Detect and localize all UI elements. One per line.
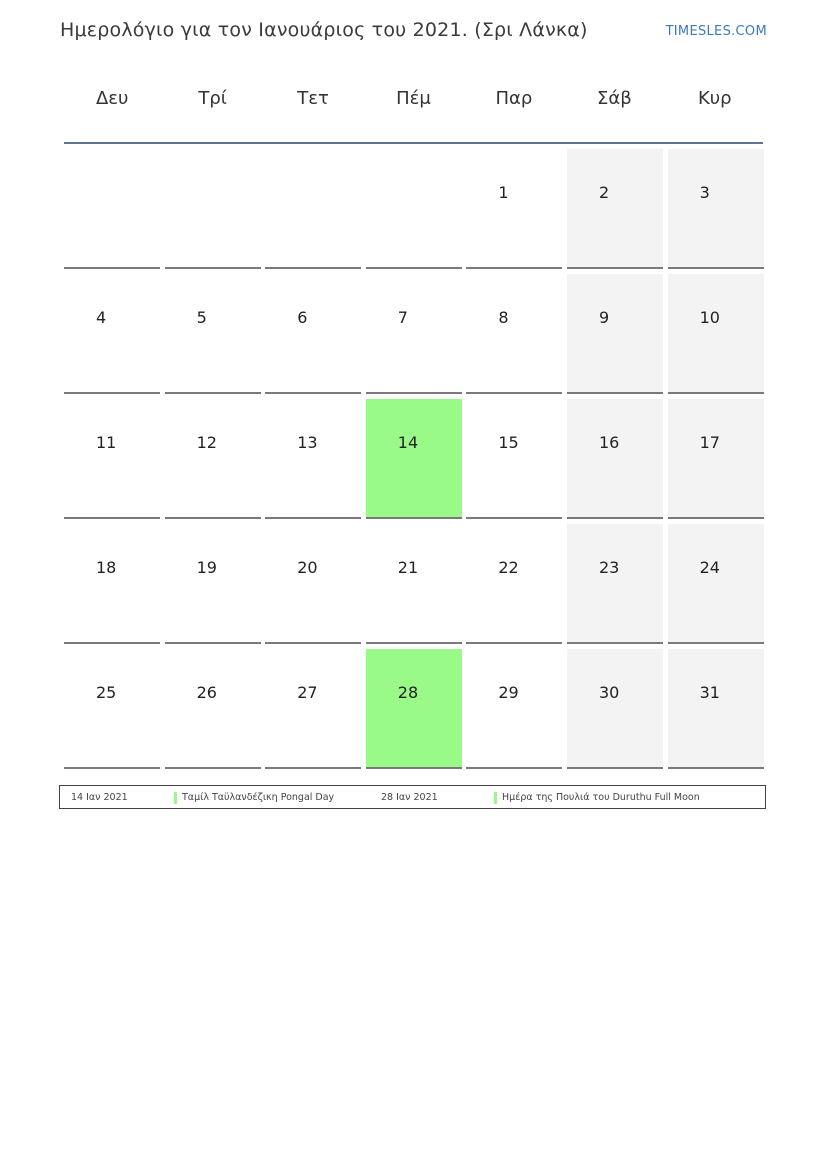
calendar-grid xyxy=(64,149,764,769)
day-number: 10 xyxy=(699,308,720,327)
day-cell[interactable] xyxy=(366,649,462,769)
day-number: 29 xyxy=(498,683,519,702)
day-number: 5 xyxy=(196,308,207,327)
day-cell[interactable] xyxy=(567,399,663,519)
day-cell[interactable] xyxy=(165,274,261,394)
day-number: 9 xyxy=(598,308,610,327)
legend-date-1: 14 Ιαν 2021 xyxy=(71,792,128,803)
day-number: 6 xyxy=(297,308,308,327)
day-number: 7 xyxy=(397,308,408,327)
day-number: 2 xyxy=(598,183,610,202)
legend-name-1: Ταμίλ Ταϋλανδέζικη Pongal Day xyxy=(182,792,335,803)
day-number: 25 xyxy=(96,683,117,702)
day-cell[interactable] xyxy=(668,274,764,394)
day-cell[interactable] xyxy=(466,649,562,769)
legend-name-2: Ημέρα της Πουλιά του Duruthu Full Moon xyxy=(502,792,700,803)
brand-link[interactable]: TIMESLES.COM xyxy=(665,24,767,39)
day-number: 13 xyxy=(297,433,318,452)
day-number: 21 xyxy=(397,558,419,577)
day-number: 16 xyxy=(598,433,620,452)
day-number: 20 xyxy=(297,558,318,577)
day-number: 1 xyxy=(498,183,509,202)
day-cell[interactable] xyxy=(64,524,160,644)
day-cell[interactable] xyxy=(668,649,764,769)
day-cell[interactable] xyxy=(165,649,261,769)
legend-date-2: 28 Ιαν 2021 xyxy=(381,792,438,803)
day-number: 23 xyxy=(598,558,620,577)
weekday-header-row xyxy=(62,88,765,120)
day-cell[interactable] xyxy=(466,274,562,394)
day-number: 15 xyxy=(498,433,519,452)
day-cell[interactable] xyxy=(668,399,764,519)
day-number: 11 xyxy=(96,433,117,452)
day-cell[interactable] xyxy=(466,524,562,644)
day-cell[interactable] xyxy=(64,274,160,394)
empty-day-cell xyxy=(64,149,160,269)
day-number: 18 xyxy=(96,558,117,577)
day-number: 3 xyxy=(699,183,710,202)
day-cell[interactable] xyxy=(165,399,261,519)
day-number: 8 xyxy=(498,308,509,327)
day-cell[interactable] xyxy=(668,149,764,269)
legend-marker-1 xyxy=(174,792,177,804)
day-cell[interactable] xyxy=(567,649,663,769)
day-cell[interactable] xyxy=(64,649,160,769)
day-number: 24 xyxy=(699,558,720,577)
weekday-friday: Παρ xyxy=(495,88,533,109)
day-number: 31 xyxy=(699,683,720,702)
day-cell[interactable] xyxy=(366,524,462,644)
empty-day-cell xyxy=(165,149,261,269)
day-cell[interactable] xyxy=(466,399,562,519)
day-cell[interactable] xyxy=(567,524,663,644)
weekday-tuesday: Τρί xyxy=(198,88,227,109)
day-number: 22 xyxy=(498,558,519,577)
day-cell[interactable] xyxy=(64,399,160,519)
legend-marker-2 xyxy=(494,792,497,804)
day-cell[interactable] xyxy=(165,524,261,644)
weekday-wednesday: Τετ xyxy=(297,88,329,109)
day-number: 4 xyxy=(96,308,107,327)
day-cell[interactable] xyxy=(265,399,361,519)
day-cell[interactable] xyxy=(265,524,361,644)
day-cell[interactable] xyxy=(265,274,361,394)
day-cell[interactable] xyxy=(466,149,562,269)
empty-day-cell xyxy=(265,149,361,269)
holiday-legend xyxy=(59,785,766,809)
day-number: 30 xyxy=(598,683,620,702)
day-cell[interactable] xyxy=(668,524,764,644)
day-number: 28 xyxy=(397,683,419,702)
day-number: 19 xyxy=(196,558,217,577)
day-number: 12 xyxy=(196,433,217,452)
weekday-sunday: Κυρ xyxy=(697,88,732,109)
day-cell[interactable] xyxy=(265,649,361,769)
day-cell[interactable] xyxy=(366,274,462,394)
header-divider xyxy=(64,142,763,144)
day-cell[interactable] xyxy=(567,149,663,269)
empty-day-cell xyxy=(366,149,462,269)
day-number: 26 xyxy=(196,683,217,702)
day-number: 17 xyxy=(699,433,720,452)
day-cell[interactable] xyxy=(567,274,663,394)
weekday-saturday: Σάβ xyxy=(596,88,632,109)
weekday-monday: Δευ xyxy=(95,88,129,109)
page-title: Ημερολόγιο για τον Ιανουάριος του 2021. (Σρι Λάνκα) xyxy=(60,19,588,41)
day-number: 27 xyxy=(297,683,318,702)
day-number: 14 xyxy=(397,433,419,452)
day-cell[interactable] xyxy=(366,399,462,519)
weekday-thursday: Πέμ xyxy=(396,88,431,109)
